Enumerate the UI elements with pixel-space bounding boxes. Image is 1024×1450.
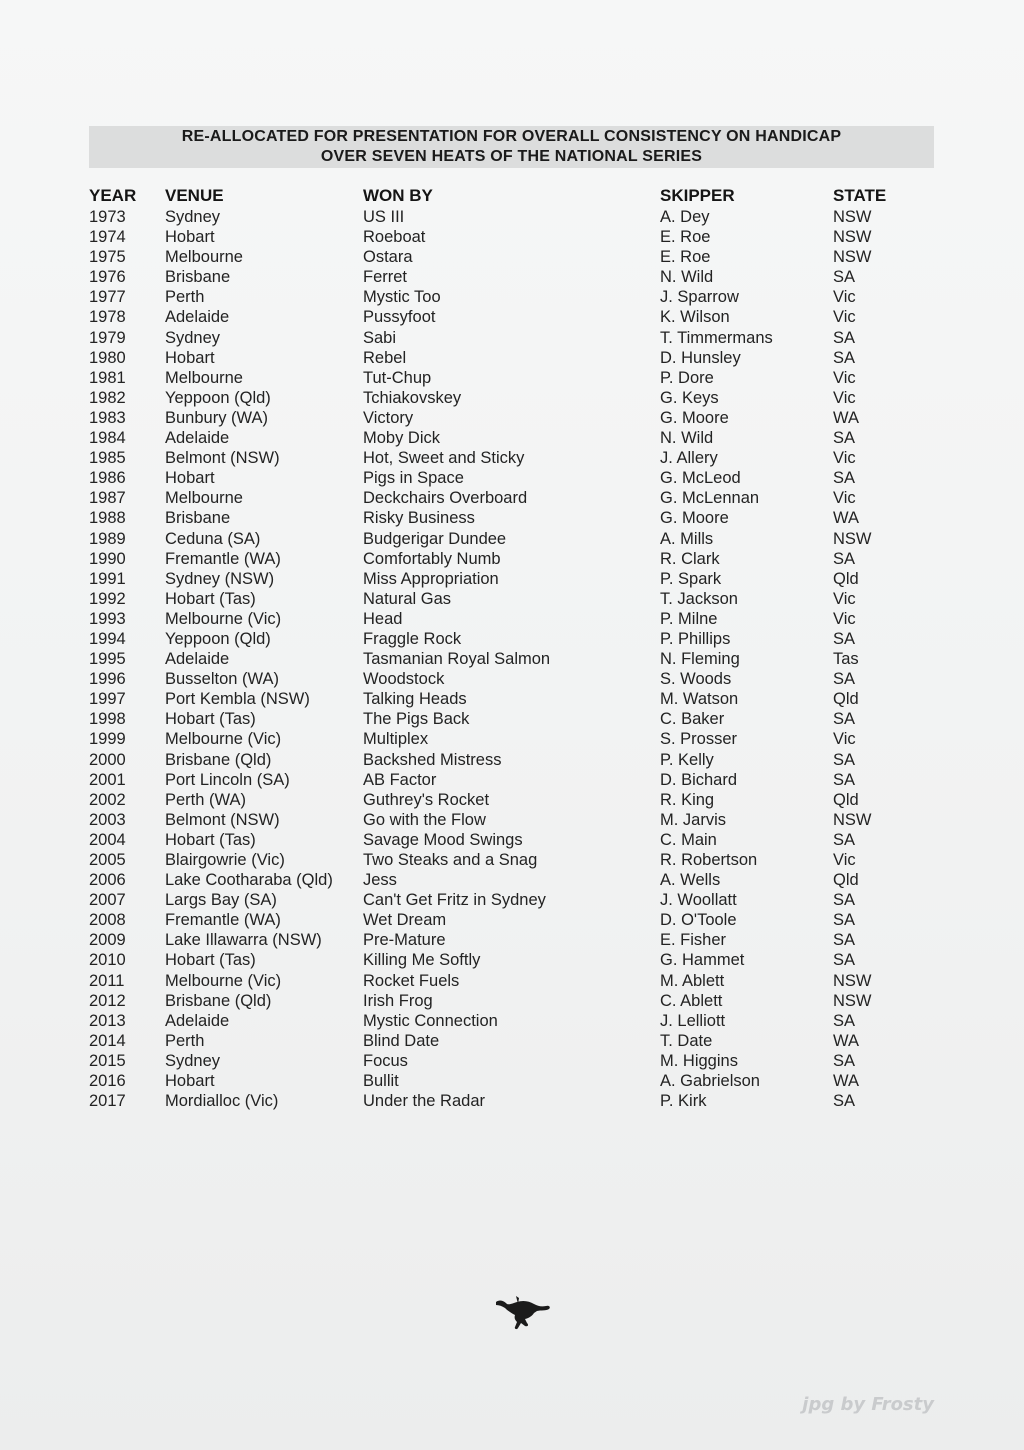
- table-header-row: [89, 185, 913, 207]
- cell-won-by: Wet Dream: [363, 911, 447, 930]
- cell-state: SA: [833, 830, 856, 849]
- cell-skipper: C. Baker: [660, 710, 725, 729]
- cell-won-by: Roeboat: [363, 228, 426, 247]
- cell-skipper: S. Prosser: [660, 730, 738, 749]
- cell-won-by: Hot, Sweet and Sticky: [363, 449, 525, 468]
- cell-year: 2013: [89, 1011, 126, 1030]
- table-row: [89, 930, 913, 950]
- cell-venue: Perth: [165, 1031, 205, 1050]
- cell-skipper: K. Wilson: [660, 308, 730, 327]
- cell-won-by: Natural Gas: [363, 589, 452, 608]
- cell-won-by: Two Steaks and a Snag: [363, 851, 538, 869]
- cell-skipper: D. Bichard: [660, 770, 738, 789]
- cell-state: SA: [833, 911, 856, 930]
- cell-state: SA: [833, 328, 856, 347]
- cell-state: SA: [833, 429, 856, 448]
- cell-state: Vic: [833, 609, 856, 628]
- cell-won-by: Budgerigar Dundee: [363, 529, 507, 548]
- cell-venue: Hobart (Tas): [165, 710, 256, 729]
- cell-skipper: S. Woods: [660, 670, 732, 689]
- cell-venue: Sydney (NSW): [165, 569, 275, 588]
- table-row: [89, 669, 913, 689]
- cell-skipper: N. Wild: [660, 429, 714, 448]
- cell-won-by: Tchiakovskey: [363, 388, 462, 407]
- cell-won-by: Head: [363, 609, 403, 628]
- cell-skipper: G. Moore: [660, 408, 729, 427]
- cell-venue: Port Kembla (NSW): [165, 690, 310, 709]
- cell-skipper: M. Watson: [660, 690, 739, 709]
- table-row: [89, 549, 913, 569]
- cell-venue: Hobart: [165, 469, 215, 488]
- table-row: [89, 890, 913, 910]
- table-row: [89, 569, 913, 589]
- table-row: [89, 629, 913, 649]
- cell-state: SA: [833, 549, 856, 568]
- cell-skipper: P. Phillips: [660, 629, 731, 648]
- table-row: [89, 991, 913, 1011]
- cell-venue: Brisbane: [165, 268, 231, 287]
- cell-skipper: R. Clark: [660, 549, 720, 568]
- cell-year: 2007: [89, 891, 126, 910]
- cell-skipper: C. Main: [660, 830, 717, 849]
- cell-skipper: G. Moore: [660, 509, 729, 528]
- cell-skipper: N. Fleming: [660, 650, 740, 669]
- cell-state: NSW: [833, 810, 872, 829]
- table-row: [89, 388, 913, 408]
- cell-year: 1973: [89, 208, 126, 226]
- cell-won-by: Tut-Chup: [363, 368, 432, 387]
- table-row: [89, 609, 913, 629]
- cell-venue: Sydney: [165, 328, 221, 347]
- cell-venue: Ceduna (SA): [165, 529, 261, 548]
- table-row: [89, 468, 913, 488]
- cell-year: 1999: [89, 730, 126, 749]
- table-row: [89, 227, 913, 247]
- cell-state: SA: [833, 1092, 856, 1111]
- cell-skipper: J. Sparrow: [660, 288, 739, 307]
- cell-year: 2016: [89, 1072, 126, 1091]
- cell-won-by: Pre-Mature: [363, 931, 446, 950]
- cell-skipper: M. Higgins: [660, 1051, 738, 1070]
- table-row: [89, 770, 913, 790]
- cell-year: 1980: [89, 348, 126, 367]
- cell-won-by: Sabi: [363, 328, 397, 347]
- cell-state: SA: [833, 469, 856, 488]
- cell-venue: Melbourne: [165, 489, 243, 508]
- cell-venue: Hobart (Tas): [165, 830, 256, 849]
- cell-state: Vic: [833, 308, 856, 327]
- cell-venue: Brisbane (Qld): [165, 991, 272, 1010]
- cell-year: 1998: [89, 710, 126, 729]
- cell-skipper: M. Ablett: [660, 971, 725, 990]
- cell-year: 1982: [89, 388, 126, 407]
- cell-venue: Perth (WA): [165, 790, 246, 809]
- cell-won-by: Victory: [363, 408, 414, 427]
- cell-venue: Lake Illawarra (NSW): [165, 931, 322, 950]
- cell-year: 1997: [89, 690, 126, 709]
- column-header-venue: VENUE: [165, 186, 224, 205]
- cell-skipper: T. Timmermans: [660, 328, 773, 347]
- cell-won-by: AB Factor: [363, 770, 437, 789]
- table-row: [89, 287, 913, 307]
- cell-state: Vic: [833, 288, 856, 307]
- cell-skipper: A. Dey: [660, 208, 710, 226]
- cell-state: SA: [833, 770, 856, 789]
- cell-won-by: US III: [363, 208, 405, 226]
- cell-venue: Bunbury (WA): [165, 408, 268, 427]
- table-row: [89, 830, 913, 850]
- cell-won-by: Ostara: [363, 248, 413, 267]
- cell-skipper: E. Roe: [660, 248, 711, 267]
- table-row: [89, 1091, 913, 1111]
- cell-state: Vic: [833, 449, 856, 468]
- cell-won-by: Savage Mood Swings: [363, 830, 523, 849]
- cell-state: SA: [833, 268, 856, 287]
- cell-year: 2001: [89, 770, 126, 789]
- table-row: [89, 649, 913, 669]
- cell-venue: Melbourne (Vic): [165, 609, 282, 628]
- cell-year: 1994: [89, 629, 126, 648]
- cell-state: SA: [833, 891, 856, 910]
- cell-state: NSW: [833, 208, 872, 226]
- table-row: [89, 810, 913, 830]
- table-row: [89, 1051, 913, 1071]
- table-row: [89, 307, 913, 327]
- cell-venue: Mordialloc (Vic): [165, 1092, 279, 1111]
- cell-venue: Perth: [165, 288, 205, 307]
- kangaroo-icon: [494, 1290, 552, 1330]
- cell-year: 2010: [89, 951, 126, 970]
- cell-skipper: N. Wild: [660, 268, 714, 287]
- cell-won-by: Guthrey's Rocket: [363, 790, 490, 809]
- cell-skipper: P. Spark: [660, 569, 722, 588]
- cell-venue: Yeppoon (Qld): [165, 388, 271, 407]
- table-row: [89, 207, 913, 227]
- cell-state: NSW: [833, 248, 872, 267]
- cell-state: Vic: [833, 851, 856, 869]
- cell-won-by: Deckchairs Overboard: [363, 489, 528, 508]
- cell-skipper: A. Wells: [660, 871, 721, 890]
- cell-skipper: J. Allery: [660, 449, 718, 468]
- title-banner: [89, 126, 934, 168]
- cell-skipper: G. Hammet: [660, 951, 745, 970]
- cell-venue: Brisbane (Qld): [165, 750, 272, 769]
- cell-state: WA: [833, 1031, 859, 1050]
- table-row: [89, 247, 913, 267]
- cell-venue: Melbourne (Vic): [165, 730, 282, 749]
- cell-year: 2011: [89, 971, 125, 990]
- cell-won-by: Blind Date: [363, 1031, 440, 1050]
- cell-state: Vic: [833, 589, 856, 608]
- cell-year: 1977: [89, 288, 126, 307]
- cell-won-by: Pigs in Space: [363, 469, 464, 488]
- cell-state: NSW: [833, 991, 872, 1010]
- cell-won-by: Rebel: [363, 348, 407, 367]
- cell-skipper: C. Ablett: [660, 991, 723, 1010]
- cell-skipper: T. Date: [660, 1031, 713, 1050]
- table-row: [89, 729, 913, 749]
- cell-year: 1992: [89, 589, 126, 608]
- cell-year: 1993: [89, 609, 126, 628]
- cell-state: NSW: [833, 228, 872, 247]
- column-header-year: YEAR: [89, 186, 137, 205]
- cell-year: 2002: [89, 790, 126, 809]
- cell-year: 1984: [89, 429, 126, 448]
- cell-won-by: Risky Business: [363, 509, 475, 528]
- cell-venue: Hobart: [165, 228, 215, 247]
- cell-won-by: Rocket Fuels: [363, 971, 460, 990]
- cell-year: 2006: [89, 871, 126, 890]
- cell-venue: Melbourne: [165, 248, 243, 267]
- cell-state: NSW: [833, 529, 872, 548]
- table-row: [89, 750, 913, 770]
- results-table: [89, 185, 913, 1111]
- table-row: [89, 971, 913, 991]
- cell-year: 2000: [89, 750, 126, 769]
- cell-skipper: G. McLeod: [660, 469, 741, 488]
- table-row: [89, 950, 913, 970]
- cell-venue: Melbourne: [165, 368, 243, 387]
- kangaroo-silhouette: [496, 1296, 550, 1329]
- cell-state: Qld: [833, 871, 859, 890]
- cell-state: SA: [833, 629, 856, 648]
- cell-year: 1975: [89, 248, 126, 267]
- table-row: [89, 508, 913, 528]
- cell-year: 1981: [89, 368, 126, 387]
- cell-year: 2017: [89, 1092, 126, 1111]
- cell-year: 2012: [89, 991, 126, 1010]
- table-row: [89, 850, 913, 870]
- table-row: [89, 328, 913, 348]
- cell-year: 1996: [89, 670, 126, 689]
- cell-skipper: P. Dore: [660, 368, 714, 387]
- table-row: [89, 1011, 913, 1031]
- cell-state: SA: [833, 670, 856, 689]
- cell-skipper: E. Roe: [660, 228, 711, 247]
- cell-skipper: J. Lelliott: [660, 1011, 726, 1030]
- cell-state: SA: [833, 1051, 856, 1070]
- cell-won-by: Talking Heads: [363, 690, 467, 709]
- table-row: [89, 910, 913, 930]
- cell-year: 2003: [89, 810, 126, 829]
- cell-won-by: The Pigs Back: [363, 710, 470, 729]
- cell-won-by: Mystic Connection: [363, 1011, 498, 1030]
- cell-state: WA: [833, 1072, 859, 1091]
- cell-skipper: M. Jarvis: [660, 810, 726, 829]
- cell-state: Qld: [833, 569, 859, 588]
- cell-skipper: D. O'Toole: [660, 911, 737, 930]
- table-row: [89, 368, 913, 388]
- cell-state: Qld: [833, 790, 859, 809]
- cell-won-by: Irish Frog: [363, 991, 433, 1010]
- cell-venue: Fremantle (WA): [165, 911, 281, 930]
- table-row: [89, 428, 913, 448]
- cell-won-by: Backshed Mistress: [363, 750, 502, 769]
- cell-year: 1986: [89, 469, 126, 488]
- cell-won-by: Tasmanian Royal Salmon: [363, 650, 551, 669]
- cell-state: Vic: [833, 388, 856, 407]
- table-row: [89, 1071, 913, 1091]
- table-row: [89, 448, 913, 468]
- cell-state: SA: [833, 750, 856, 769]
- cell-year: 2005: [89, 851, 126, 869]
- cell-state: SA: [833, 348, 856, 367]
- cell-venue: Busselton (WA): [165, 670, 280, 689]
- table-row: [89, 1031, 913, 1051]
- cell-venue: Belmont (NSW): [165, 449, 280, 468]
- title-line-1: RE-ALLOCATED FOR PRESENTATION FOR OVERALL CONSISTENCY ON HANDICAP: [181, 128, 842, 145]
- cell-venue: Belmont (NSW): [165, 810, 280, 829]
- cell-venue: Hobart (Tas): [165, 589, 256, 608]
- table-row: [89, 267, 913, 287]
- cell-skipper: P. Kirk: [660, 1092, 707, 1111]
- cell-won-by: Jess: [363, 871, 397, 890]
- cell-venue: Adelaide: [165, 429, 230, 448]
- cell-state: NSW: [833, 971, 872, 990]
- cell-year: 1978: [89, 308, 126, 327]
- cell-state: Tas: [833, 650, 859, 669]
- cell-state: WA: [833, 408, 859, 427]
- cell-venue: Hobart: [165, 348, 215, 367]
- table-row: [89, 689, 913, 709]
- cell-venue: Hobart (Tas): [165, 951, 256, 970]
- cell-skipper: A. Gabrielson: [660, 1072, 760, 1091]
- cell-skipper: T. Jackson: [660, 589, 738, 608]
- cell-venue: Fremantle (WA): [165, 549, 281, 568]
- cell-year: 1989: [89, 529, 126, 548]
- cell-year: 2009: [89, 931, 126, 950]
- cell-won-by: Miss Appropriation: [363, 569, 499, 588]
- cell-year: 1985: [89, 449, 126, 468]
- cell-year: 1988: [89, 509, 126, 528]
- cell-year: 1990: [89, 549, 126, 568]
- photo-watermark: jpg by Frosty: [802, 1394, 934, 1415]
- cell-won-by: Multiplex: [363, 730, 429, 749]
- cell-year: 2014: [89, 1031, 126, 1050]
- cell-venue: Adelaide: [165, 308, 230, 327]
- cell-state: SA: [833, 931, 856, 950]
- cell-skipper: A. Mills: [660, 529, 714, 548]
- cell-venue: Yeppoon (Qld): [165, 629, 271, 648]
- cell-venue: Melbourne (Vic): [165, 971, 282, 990]
- cell-year: 1991: [89, 569, 126, 588]
- cell-won-by: Mystic Too: [363, 288, 441, 307]
- column-header-state: STATE: [833, 186, 887, 205]
- column-header-skipper: SKIPPER: [660, 186, 735, 205]
- table-body: [89, 207, 913, 1111]
- column-header-won-by: WON BY: [363, 186, 433, 205]
- cell-venue: Largs Bay (SA): [165, 891, 277, 910]
- cell-venue: Sydney: [165, 208, 221, 226]
- cell-skipper: G. McLennan: [660, 489, 760, 508]
- cell-venue: Port Lincoln (SA): [165, 770, 290, 789]
- table-row: [89, 348, 913, 368]
- cell-skipper: P. Milne: [660, 609, 718, 628]
- cell-won-by: Focus: [363, 1051, 408, 1070]
- cell-skipper: R. Robertson: [660, 851, 758, 869]
- table-row: [89, 408, 913, 428]
- table-row: [89, 790, 913, 810]
- table-row: [89, 870, 913, 890]
- cell-year: 2008: [89, 911, 126, 930]
- cell-skipper: P. Kelly: [660, 750, 714, 769]
- cell-venue: Blairgowrie (Vic): [165, 851, 285, 869]
- cell-year: 1974: [89, 228, 126, 247]
- cell-state: Vic: [833, 489, 856, 508]
- cell-year: 2015: [89, 1051, 126, 1070]
- cell-state: SA: [833, 1011, 856, 1030]
- cell-skipper: G. Keys: [660, 388, 719, 407]
- cell-won-by: Go with the Flow: [363, 810, 486, 829]
- cell-skipper: R. King: [660, 790, 715, 809]
- cell-state: Qld: [833, 690, 859, 709]
- table-row: [89, 529, 913, 549]
- cell-won-by: Can't Get Fritz in Sydney: [363, 891, 546, 910]
- cell-won-by: Killing Me Softly: [363, 951, 481, 970]
- cell-year: 1995: [89, 650, 126, 669]
- cell-skipper: E. Fisher: [660, 931, 727, 950]
- cell-venue: Sydney: [165, 1051, 221, 1070]
- cell-state: Vic: [833, 730, 856, 749]
- cell-won-by: Comfortably Numb: [363, 549, 501, 568]
- cell-skipper: D. Hunsley: [660, 348, 741, 367]
- cell-won-by: Pussyfoot: [363, 308, 436, 327]
- cell-year: 2004: [89, 830, 126, 849]
- cell-year: 1983: [89, 408, 126, 427]
- cell-year: 1979: [89, 328, 126, 347]
- title-line-2: OVER SEVEN HEATS OF THE NATIONAL SERIES: [320, 148, 703, 165]
- cell-venue: Adelaide: [165, 650, 230, 669]
- table-row: [89, 488, 913, 508]
- cell-skipper: J. Woollatt: [660, 891, 737, 910]
- cell-won-by: Ferret: [363, 268, 408, 287]
- table-row: [89, 589, 913, 609]
- cell-state: SA: [833, 710, 856, 729]
- cell-venue: Hobart: [165, 1072, 215, 1091]
- cell-won-by: Moby Dick: [363, 429, 441, 448]
- cell-won-by: Woodstock: [363, 670, 445, 689]
- cell-won-by: Under the Radar: [363, 1092, 485, 1111]
- cell-venue: Adelaide: [165, 1011, 230, 1030]
- cell-year: 1987: [89, 489, 126, 508]
- cell-won-by: Bullit: [363, 1072, 399, 1091]
- cell-state: Vic: [833, 368, 856, 387]
- cell-won-by: Fraggle Rock: [363, 629, 462, 648]
- cell-state: WA: [833, 509, 859, 528]
- cell-venue: Lake Cootharaba (Qld): [165, 871, 333, 890]
- cell-state: SA: [833, 951, 856, 970]
- table-row: [89, 709, 913, 729]
- cell-year: 1976: [89, 268, 126, 287]
- cell-venue: Brisbane: [165, 509, 231, 528]
